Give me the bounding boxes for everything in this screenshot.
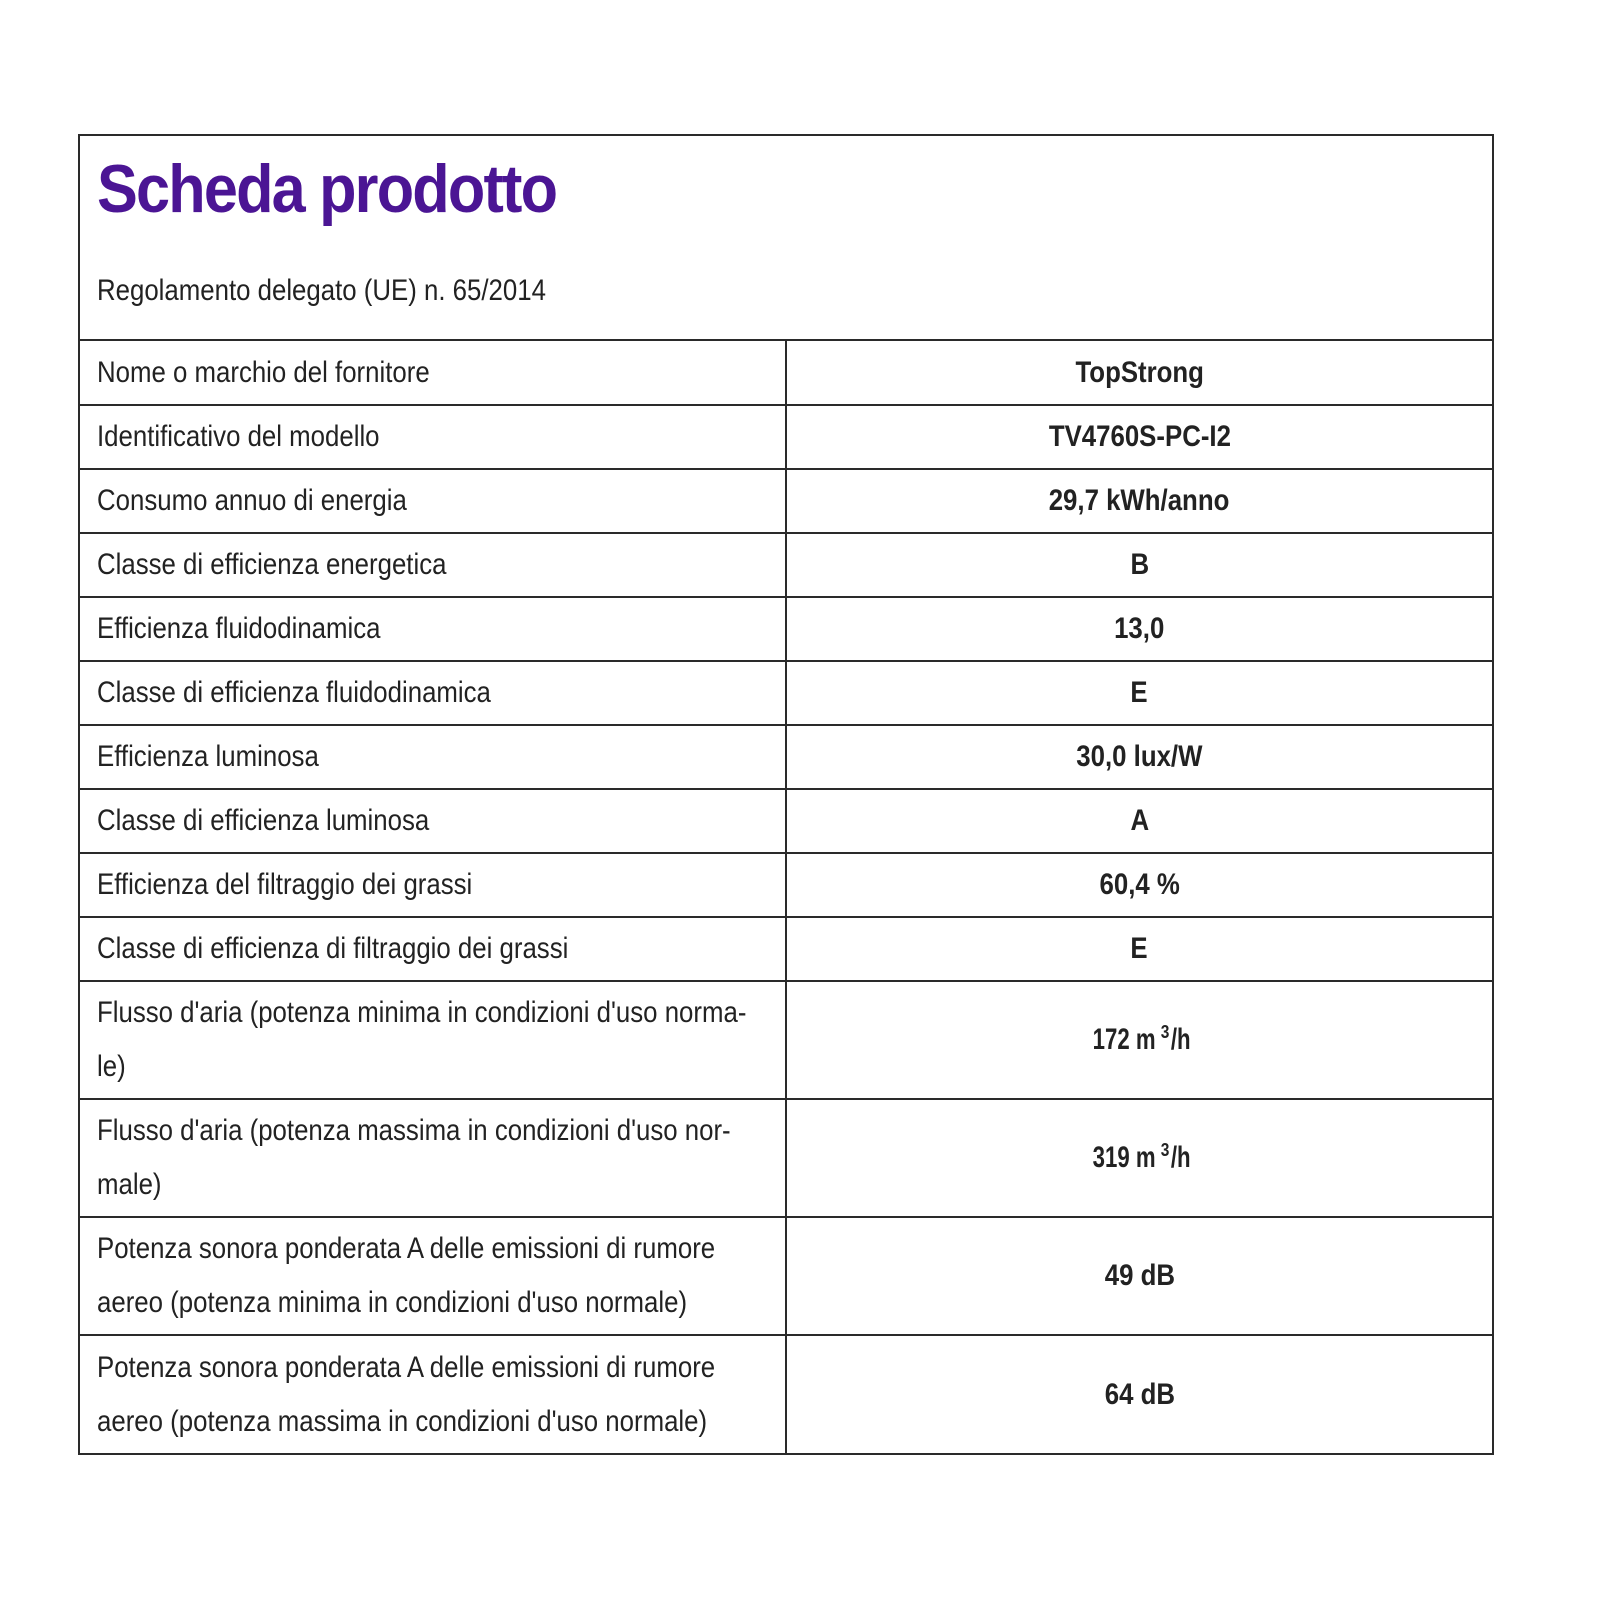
row-value: 172 m $^3$/h: [1092, 1022, 1191, 1056]
row-value: 29,7 kWh/anno: [1049, 484, 1230, 517]
row-label: Consumo annuo di energia: [97, 484, 407, 517]
table-row-fluid-class: [80, 661, 1492, 725]
row-label: Efficienza fluidodinamica: [97, 612, 381, 645]
row-label-line2: aereo (potenza minima in condizioni d'uso normale): [97, 1286, 688, 1319]
row-value: 49 dB: [1104, 1259, 1175, 1292]
product-table: [80, 341, 1492, 1453]
row-value: B: [1130, 548, 1149, 581]
table-row-airflow-max: [80, 1099, 1492, 1217]
row-label-line2: le): [97, 1050, 126, 1083]
product-sheet: [78, 134, 1494, 1455]
row-label-line1: Flusso d'aria (potenza minima in condizioni d'uso norma-: [97, 996, 747, 1029]
table-row-noise-min: [80, 1217, 1492, 1335]
row-value: 319 m $^3$/h: [1092, 1140, 1191, 1174]
row-label: Efficienza del filtraggio dei grassi: [97, 868, 473, 901]
row-value: TopStrong: [1075, 355, 1204, 389]
table-row-energy-class: [80, 533, 1492, 597]
row-value: E: [1130, 676, 1149, 709]
sheet-header: [80, 136, 1492, 341]
row-label: Identificativo del modello: [97, 420, 380, 453]
row-value: E: [1130, 932, 1149, 965]
row-label-line2: aereo (potenza massima in condizioni d'uso normale): [97, 1404, 708, 1438]
row-value: A: [1130, 804, 1149, 837]
row-label: Classe di efficienza fluidodinamica: [97, 676, 491, 709]
table-row-light-efficiency: [80, 725, 1492, 789]
row-value: 64 dB: [1104, 1377, 1175, 1411]
row-value: TV4760S-PC-I2: [1048, 420, 1231, 453]
row-value: 60,4 %: [1099, 868, 1180, 901]
row-label: Classe di efficienza di filtraggio dei grassi: [97, 932, 569, 965]
row-label-line1: Flusso d'aria (potenza massima in condizioni d'uso nor-: [97, 1114, 731, 1147]
row-label-line1: Potenza sonora ponderata A delle emissioni di rumore: [97, 1232, 716, 1265]
table-row-airflow-min: [80, 981, 1492, 1099]
row-label-line1: Potenza sonora ponderata A delle emissioni di rumore: [97, 1350, 716, 1384]
table-row-noise-max: [80, 1335, 1492, 1453]
regulation-subtitle: Regolamento delegato (UE) n. 65/2014: [97, 274, 546, 307]
row-label: Nome o marchio del fornitore: [97, 355, 430, 389]
table-row-fluid-efficiency: [80, 597, 1492, 661]
table-row-energy-consumption: [80, 469, 1492, 533]
table-row-supplier: [80, 341, 1492, 405]
row-label-line2: male): [97, 1168, 162, 1201]
page-title: Scheda prodotto: [97, 151, 557, 227]
table-row-model: [80, 405, 1492, 469]
row-label: Classe di efficienza energetica: [97, 548, 447, 581]
row-label: Classe di efficienza luminosa: [97, 804, 430, 837]
row-label: Efficienza luminosa: [97, 740, 319, 773]
row-value: 30,0 lux/W: [1076, 740, 1203, 773]
table-row-light-class: [80, 789, 1492, 853]
table-row-grease-efficiency: [80, 853, 1492, 917]
table-row-grease-class: [80, 917, 1492, 981]
row-value: 13,0: [1114, 612, 1165, 645]
